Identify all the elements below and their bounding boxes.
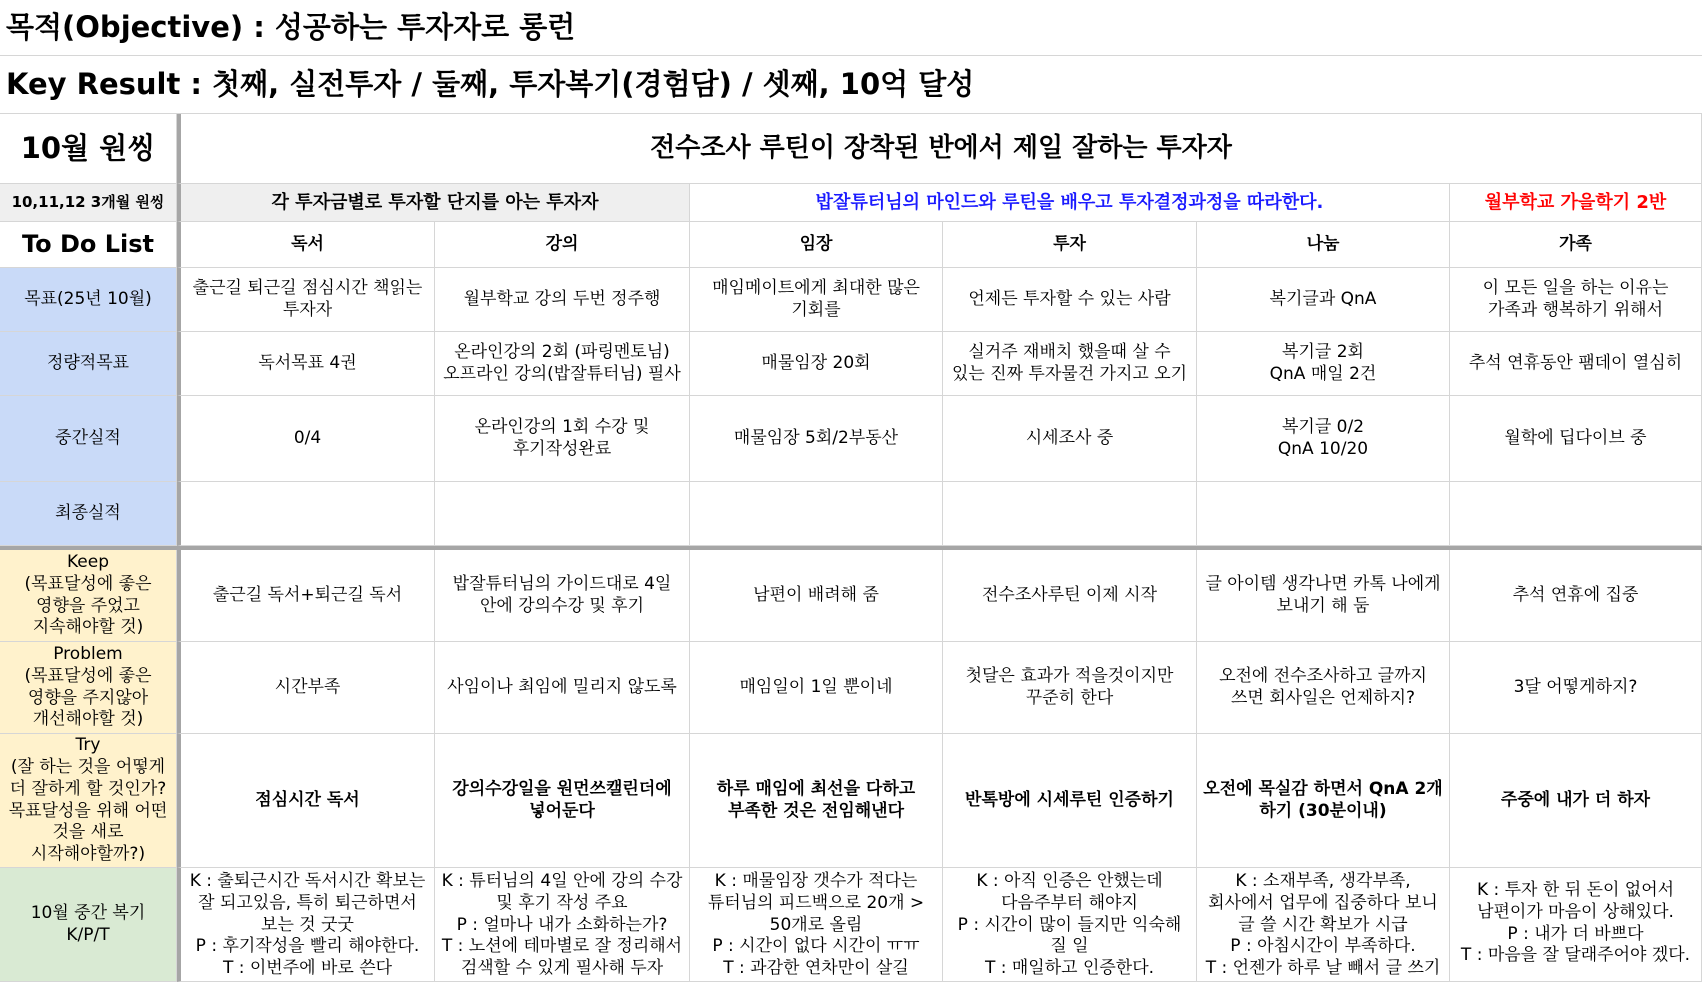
table-row	[0, 868, 1702, 982]
table-row	[0, 268, 1702, 332]
table-cell[interactable]: 월부학교 강의 두번 정주행	[435, 268, 690, 332]
table-row	[0, 396, 1702, 482]
table-cell[interactable]: 밥잘튜터님의 가이드대로 4일 안에 강의수강 및 후기	[435, 550, 690, 642]
table-cell[interactable]: 사임이나 최임에 밀리지 않도록	[435, 642, 690, 734]
table-cell[interactable]: 추석 연휴동안 팸데이 열심히	[1450, 332, 1702, 396]
table-row	[0, 642, 1702, 734]
table-cell[interactable]: 0/4	[177, 396, 435, 482]
row-label[interactable]: 목표(25년 10월)	[0, 268, 177, 332]
row-label[interactable]: Keep (목표달성에 좋은 영향을 주었고 지속해야할 것)	[0, 550, 177, 642]
table-cell[interactable]	[690, 482, 943, 546]
table-cell[interactable]: 매임일이 1일 뿐이네	[690, 642, 943, 734]
todo-header-row	[0, 222, 1702, 268]
table-cell[interactable]	[435, 482, 690, 546]
row-label[interactable]: Problem (목표달성에 좋은 영향을 주지않아 개선해야할 것)	[0, 642, 177, 734]
month-label[interactable]: 10월 원씽	[0, 114, 177, 184]
table-cell[interactable]: 반톡방에 시세루틴 인증하기	[943, 734, 1197, 868]
table-cell[interactable]: 추석 연휴에 집중	[1450, 550, 1702, 642]
table-row	[0, 482, 1702, 546]
key-result-row	[0, 56, 1702, 114]
table-cell[interactable]: 오전에 전수조사하고 글까지 쓰면 회사일은 언제하지?	[1197, 642, 1450, 734]
table-cell[interactable]: 첫달은 효과가 적을것이지만 꾸준히 한다	[943, 642, 1197, 734]
table-cell[interactable]: 시간부족	[177, 642, 435, 734]
row-label[interactable]: 정량적목표	[0, 332, 177, 396]
month-row	[0, 114, 1702, 184]
quarter-label[interactable]: 10,11,12 3개월 원씽	[0, 184, 177, 222]
row-label[interactable]: 중간실적	[0, 396, 177, 482]
table-cell[interactable]: 강의수강일을 원먼쓰캘린더에 넣어둔다	[435, 734, 690, 868]
table-cell[interactable]	[1450, 482, 1702, 546]
table-cell[interactable]: 점심시간 독서	[177, 734, 435, 868]
quarter-school[interactable]: 월부학교 가을학기 2반	[1450, 184, 1702, 222]
table-cell[interactable]: 독서목표 4권	[177, 332, 435, 396]
table-cell[interactable]: 오전에 목실감 하면서 QnA 2개 하기 (30분이내)	[1197, 734, 1450, 868]
column-header[interactable]: 강의	[435, 222, 690, 268]
table-cell[interactable]: 복기글 2회 QnA 매일 2건	[1197, 332, 1450, 396]
table-cell[interactable]	[1197, 482, 1450, 546]
table-cell[interactable]: K : 투자 한 뒤 돈이 없어서 남편이가 마음이 상해있다. P : 내가 더 바쁘다 T : 마음을 잘 달래주어야 겠다.	[1450, 868, 1702, 982]
objective-cell[interactable]: 목적(Objective) : 성공하는 투자자로 롱런	[0, 0, 1702, 56]
table-cell[interactable]: 출근길 퇴근길 점심시간 책읽는 투자자	[177, 268, 435, 332]
table-cell[interactable]: K : 튜터님의 4일 안에 강의 수강 및 후기 작성 주요 P : 얼마나 내가 소화하는가? T : 노션에 테마별로 잘 정리해서 검색할 수 있게 필사해 두자	[435, 868, 690, 982]
table-cell[interactable]: 월학에 딥다이브 중	[1450, 396, 1702, 482]
table-cell[interactable]: 언제든 투자할 수 있는 사람	[943, 268, 1197, 332]
table-cell[interactable]: K : 출퇴근시간 독서시간 확보는 잘 되고있음, 특히 퇴근하면서 보는 것 굿굿 P : 후기작성을 빨리 해야한다. T : 이번주에 바로 쓴다	[177, 868, 435, 982]
table-cell[interactable]: 시세조사 중	[943, 396, 1197, 482]
table-cell[interactable]: 남편이 배려해 줌	[690, 550, 943, 642]
row-label[interactable]: 10월 중간 복기 K/P/T	[0, 868, 177, 982]
quarter-goal[interactable]: 각 투자금별로 투자할 단지를 아는 투자자	[177, 184, 690, 222]
table-row	[0, 332, 1702, 396]
table-cell[interactable]: 매물임장 5회/2부동산	[690, 396, 943, 482]
column-header[interactable]: 투자	[943, 222, 1197, 268]
table-cell[interactable]: 이 모든 일을 하는 이유는 가족과 행복하기 위해서	[1450, 268, 1702, 332]
quarter-row	[0, 184, 1702, 222]
table-cell[interactable]: 온라인강의 1회 수강 및 후기작성완료	[435, 396, 690, 482]
table-cell[interactable]: 온라인강의 2회 (파링멘토님) 오프라인 강의(밥잘튜터님) 필사	[435, 332, 690, 396]
month-title[interactable]: 전수조사 루틴이 장착된 반에서 제일 잘하는 투자자	[177, 114, 1702, 184]
column-header[interactable]: 임장	[690, 222, 943, 268]
column-header[interactable]: 가족	[1450, 222, 1702, 268]
table-cell[interactable]: K : 소재부족, 생각부족, 회사에서 업무에 집중하다 보니 글 쓸 시간 확보가 시급 P : 아침시간이 부족하다. T : 언젠가 하루 날 빼서 글 쓰기	[1197, 868, 1450, 982]
table-cell[interactable]: 매임메이트에게 최대한 많은 기회를	[690, 268, 943, 332]
table-cell[interactable]: 실거주 재배치 했을때 살 수 있는 진짜 투자물건 가지고 오기	[943, 332, 1197, 396]
table-cell[interactable]: 3달 어떻게하지?	[1450, 642, 1702, 734]
row-label[interactable]: 최종실적	[0, 482, 177, 546]
quarter-mind[interactable]: 밥잘튜터님의 마인드와 루틴을 배우고 투자결정과정을 따라한다.	[690, 184, 1450, 222]
table-cell[interactable]: 복기글과 QnA	[1197, 268, 1450, 332]
table-cell[interactable]	[177, 482, 435, 546]
key-result-cell[interactable]: Key Result : 첫째, 실전투자 / 둘째, 투자복기(경험담) / 셋째, 10억 달성	[0, 56, 1702, 114]
table-cell[interactable]: 글 아이템 생각나면 카톡 나에게 보내기 해 둠	[1197, 550, 1450, 642]
column-header[interactable]: 독서	[177, 222, 435, 268]
todo-label[interactable]: To Do List	[0, 222, 177, 268]
table-cell[interactable]: 복기글 0/2 QnA 10/20	[1197, 396, 1450, 482]
row-label[interactable]: Try (잘 하는 것을 어떻게 더 잘하게 할 것인가? 목표달성을 위해 어떤 것을 새로 시작해야할까?)	[0, 734, 177, 868]
table-row	[0, 550, 1702, 642]
table-cell[interactable]: 주중에 내가 더 하자	[1450, 734, 1702, 868]
table-cell[interactable]: 출근길 독서+퇴근길 독서	[177, 550, 435, 642]
table-cell[interactable]: 매물임장 20회	[690, 332, 943, 396]
table-cell[interactable]	[943, 482, 1197, 546]
table-cell[interactable]: K : 아직 인증은 안했는데 다음주부터 해야지 P : 시간이 많이 들지만 익숙해 질 일 T : 매일하고 인증한다.	[943, 868, 1197, 982]
column-header[interactable]: 나눔	[1197, 222, 1450, 268]
objective-row	[0, 0, 1702, 56]
table-cell[interactable]: 전수조사루틴 이제 시작	[943, 550, 1197, 642]
table-cell[interactable]: 하루 매임에 최선을 다하고 부족한 것은 전임해낸다	[690, 734, 943, 868]
table-row	[0, 734, 1702, 868]
table-cell[interactable]: K : 매물임장 갯수가 적다는 튜터님의 피드백으로 20개 > 50개로 올림 P : 시간이 없다 시간이 ㅠㅠ T : 과감한 연차만이 살길	[690, 868, 943, 982]
